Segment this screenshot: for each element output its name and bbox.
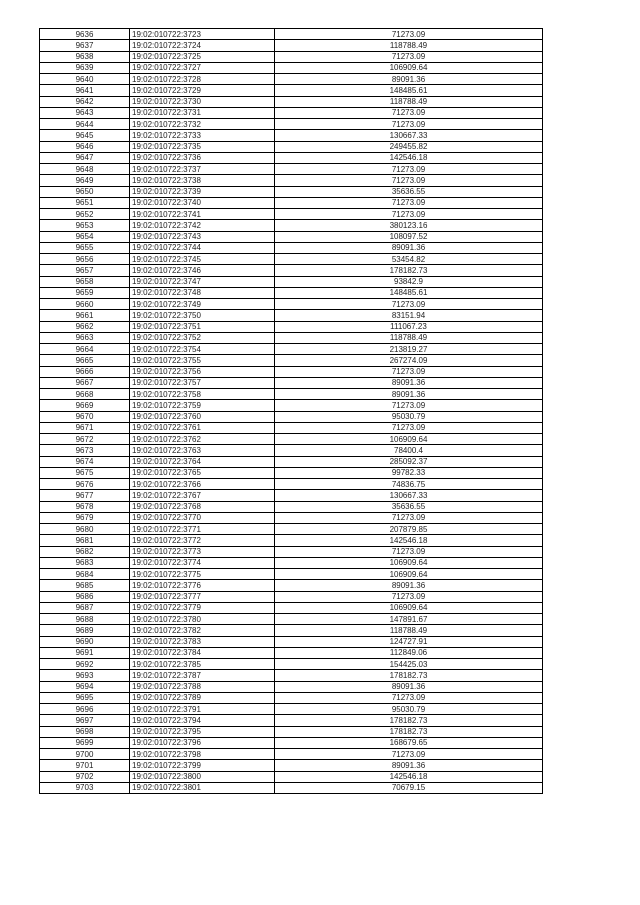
table-row — [40, 389, 543, 400]
cadastral-number-cell: 19:02:010722:3761 — [130, 422, 275, 433]
row-number-cell: 9685 — [40, 580, 130, 591]
table-row — [40, 51, 543, 62]
table-row — [40, 760, 543, 771]
amount-cell: 147891.67 — [275, 614, 543, 625]
cadastral-number-cell: 19:02:010722:3746 — [130, 265, 275, 276]
amount-cell: 71273.09 — [275, 400, 543, 411]
amount-cell: 99782.33 — [275, 467, 543, 478]
table-row — [40, 299, 543, 310]
data-table-container — [39, 28, 542, 794]
row-number-cell: 9640 — [40, 74, 130, 85]
table-row — [40, 377, 543, 388]
amount-cell: 78400.4 — [275, 445, 543, 456]
amount-cell: 71273.09 — [275, 119, 543, 130]
table-row — [40, 602, 543, 613]
cadastral-number-cell: 19:02:010722:3727 — [130, 62, 275, 73]
row-number-cell: 9678 — [40, 501, 130, 512]
row-number-cell: 9644 — [40, 119, 130, 130]
amount-cell: 213819.27 — [275, 344, 543, 355]
row-number-cell: 9689 — [40, 625, 130, 636]
cadastral-number-cell: 19:02:010722:3779 — [130, 602, 275, 613]
table-row — [40, 344, 543, 355]
amount-cell: 111067.23 — [275, 321, 543, 332]
table-row — [40, 681, 543, 692]
row-number-cell: 9641 — [40, 85, 130, 96]
cadastral-number-cell: 19:02:010722:3723 — [130, 29, 275, 40]
row-number-cell: 9692 — [40, 659, 130, 670]
cadastral-number-cell: 19:02:010722:3729 — [130, 85, 275, 96]
table-row — [40, 197, 543, 208]
row-number-cell: 9636 — [40, 29, 130, 40]
amount-cell: 89091.36 — [275, 681, 543, 692]
row-number-cell: 9642 — [40, 96, 130, 107]
table-row — [40, 490, 543, 501]
amount-cell: 53454.82 — [275, 254, 543, 265]
cadastral-number-cell: 19:02:010722:3782 — [130, 625, 275, 636]
row-number-cell: 9650 — [40, 186, 130, 197]
cadastral-number-cell: 19:02:010722:3731 — [130, 107, 275, 118]
cadastral-number-cell: 19:02:010722:3740 — [130, 197, 275, 208]
cadastral-number-cell: 19:02:010722:3725 — [130, 51, 275, 62]
cadastral-number-cell: 19:02:010722:3787 — [130, 670, 275, 681]
row-number-cell: 9677 — [40, 490, 130, 501]
amount-cell: 71273.09 — [275, 209, 543, 220]
table-row — [40, 265, 543, 276]
cadastral-number-cell: 19:02:010722:3751 — [130, 321, 275, 332]
table-row — [40, 186, 543, 197]
amount-cell: 178182.73 — [275, 265, 543, 276]
table-row — [40, 141, 543, 152]
row-number-cell: 9646 — [40, 141, 130, 152]
amount-cell: 154425.03 — [275, 659, 543, 670]
row-number-cell: 9660 — [40, 299, 130, 310]
row-number-cell: 9700 — [40, 749, 130, 760]
table-row — [40, 445, 543, 456]
table-row — [40, 479, 543, 490]
row-number-cell: 9695 — [40, 692, 130, 703]
row-number-cell: 9680 — [40, 524, 130, 535]
table-row — [40, 29, 543, 40]
cadastral-number-cell: 19:02:010722:3756 — [130, 366, 275, 377]
amount-cell: 106909.64 — [275, 602, 543, 613]
row-number-cell: 9672 — [40, 434, 130, 445]
table-row — [40, 546, 543, 557]
row-number-cell: 9649 — [40, 175, 130, 186]
row-number-cell: 9645 — [40, 130, 130, 141]
cadastral-number-cell: 19:02:010722:3791 — [130, 704, 275, 715]
table-row — [40, 310, 543, 321]
row-number-cell: 9664 — [40, 344, 130, 355]
cadastral-number-cell: 19:02:010722:3748 — [130, 287, 275, 298]
table-row — [40, 715, 543, 726]
cadastral-number-cell: 19:02:010722:3771 — [130, 524, 275, 535]
row-number-cell: 9647 — [40, 152, 130, 163]
table-row — [40, 726, 543, 737]
amount-cell: 142546.18 — [275, 771, 543, 782]
row-number-cell: 9657 — [40, 265, 130, 276]
cadastral-number-cell: 19:02:010722:3775 — [130, 569, 275, 580]
row-number-cell: 9648 — [40, 164, 130, 175]
cadastral-number-cell: 19:02:010722:3766 — [130, 479, 275, 490]
row-number-cell: 9665 — [40, 355, 130, 366]
amount-cell: 106909.64 — [275, 569, 543, 580]
table-row — [40, 737, 543, 748]
cadastral-number-cell: 19:02:010722:3768 — [130, 501, 275, 512]
amount-cell: 71273.09 — [275, 422, 543, 433]
table-row — [40, 130, 543, 141]
row-number-cell: 9663 — [40, 332, 130, 343]
amount-cell: 106909.64 — [275, 62, 543, 73]
row-number-cell: 9654 — [40, 231, 130, 242]
cadastral-number-cell: 19:02:010722:3777 — [130, 591, 275, 602]
table-row — [40, 96, 543, 107]
amount-cell: 249455.82 — [275, 141, 543, 152]
cadastral-number-cell: 19:02:010722:3738 — [130, 175, 275, 186]
table-row — [40, 355, 543, 366]
row-number-cell: 9653 — [40, 220, 130, 231]
cadastral-number-cell: 19:02:010722:3762 — [130, 434, 275, 445]
row-number-cell: 9701 — [40, 760, 130, 771]
amount-cell: 118788.49 — [275, 96, 543, 107]
table-row — [40, 220, 543, 231]
amount-cell: 118788.49 — [275, 40, 543, 51]
amount-cell: 380123.16 — [275, 220, 543, 231]
amount-cell: 285092.37 — [275, 456, 543, 467]
cadastral-number-cell: 19:02:010722:3760 — [130, 411, 275, 422]
row-number-cell: 9661 — [40, 310, 130, 321]
table-row — [40, 524, 543, 535]
table-row — [40, 692, 543, 703]
amount-cell: 71273.09 — [275, 175, 543, 186]
row-number-cell: 9682 — [40, 546, 130, 557]
cadastral-number-cell: 19:02:010722:3767 — [130, 490, 275, 501]
table-row — [40, 614, 543, 625]
row-number-cell: 9686 — [40, 591, 130, 602]
table-row — [40, 569, 543, 580]
table-row — [40, 749, 543, 760]
table-row — [40, 74, 543, 85]
cadastral-number-cell: 19:02:010722:3770 — [130, 512, 275, 523]
row-number-cell: 9659 — [40, 287, 130, 298]
row-number-cell: 9674 — [40, 456, 130, 467]
amount-cell: 89091.36 — [275, 242, 543, 253]
cadastral-number-cell: 19:02:010722:3736 — [130, 152, 275, 163]
amount-cell: 71273.09 — [275, 197, 543, 208]
table-row — [40, 85, 543, 96]
table-row — [40, 625, 543, 636]
cadastral-number-cell: 19:02:010722:3732 — [130, 119, 275, 130]
amount-cell: 71273.09 — [275, 299, 543, 310]
cadastral-number-cell: 19:02:010722:3789 — [130, 692, 275, 703]
cadastral-number-cell: 19:02:010722:3783 — [130, 636, 275, 647]
table-row — [40, 40, 543, 51]
cadastral-number-cell: 19:02:010722:3737 — [130, 164, 275, 175]
amount-cell: 112849.06 — [275, 647, 543, 658]
cadastral-number-cell: 19:02:010722:3800 — [130, 771, 275, 782]
cadastral-number-cell: 19:02:010722:3798 — [130, 749, 275, 760]
cadastral-number-cell: 19:02:010722:3799 — [130, 760, 275, 771]
row-number-cell: 9658 — [40, 276, 130, 287]
amount-cell: 124727.91 — [275, 636, 543, 647]
row-number-cell: 9670 — [40, 411, 130, 422]
table-row — [40, 119, 543, 130]
amount-cell: 83151.94 — [275, 310, 543, 321]
cadastral-number-cell: 19:02:010722:3758 — [130, 389, 275, 400]
table-row — [40, 422, 543, 433]
row-number-cell: 9637 — [40, 40, 130, 51]
amount-cell: 74836.75 — [275, 479, 543, 490]
row-number-cell: 9696 — [40, 704, 130, 715]
row-number-cell: 9675 — [40, 467, 130, 478]
row-number-cell: 9655 — [40, 242, 130, 253]
table-row — [40, 557, 543, 568]
row-number-cell: 9684 — [40, 569, 130, 580]
amount-cell: 142546.18 — [275, 535, 543, 546]
row-number-cell: 9697 — [40, 715, 130, 726]
row-number-cell: 9694 — [40, 681, 130, 692]
cadastral-number-cell: 19:02:010722:3796 — [130, 737, 275, 748]
row-number-cell: 9690 — [40, 636, 130, 647]
amount-cell: 95030.79 — [275, 411, 543, 422]
cadastral-number-cell: 19:02:010722:3757 — [130, 377, 275, 388]
amount-cell: 89091.36 — [275, 580, 543, 591]
table-row — [40, 580, 543, 591]
amount-cell: 168679.65 — [275, 737, 543, 748]
amount-cell: 71273.09 — [275, 366, 543, 377]
cadastral-number-cell: 19:02:010722:3747 — [130, 276, 275, 287]
table-row — [40, 164, 543, 175]
table-row — [40, 782, 543, 793]
cadastral-number-cell: 19:02:010722:3752 — [130, 332, 275, 343]
amount-cell: 35636.55 — [275, 186, 543, 197]
amount-cell: 130667.33 — [275, 130, 543, 141]
row-number-cell: 9638 — [40, 51, 130, 62]
table-row — [40, 366, 543, 377]
cadastral-number-cell: 19:02:010722:3735 — [130, 141, 275, 152]
cadastral-number-cell: 19:02:010722:3772 — [130, 535, 275, 546]
amount-cell: 89091.36 — [275, 760, 543, 771]
table-row — [40, 62, 543, 73]
cadastral-number-cell: 19:02:010722:3739 — [130, 186, 275, 197]
cadastral-number-cell: 19:02:010722:3733 — [130, 130, 275, 141]
amount-cell: 148485.61 — [275, 85, 543, 96]
cadastral-number-cell: 19:02:010722:3750 — [130, 310, 275, 321]
row-number-cell: 9667 — [40, 377, 130, 388]
table-row — [40, 647, 543, 658]
row-number-cell: 9673 — [40, 445, 130, 456]
table-row — [40, 242, 543, 253]
table-row — [40, 456, 543, 467]
cadastral-number-cell: 19:02:010722:3773 — [130, 546, 275, 557]
row-number-cell: 9698 — [40, 726, 130, 737]
row-number-cell: 9662 — [40, 321, 130, 332]
amount-cell: 207879.85 — [275, 524, 543, 535]
cadastral-number-cell: 19:02:010722:3745 — [130, 254, 275, 265]
table-row — [40, 704, 543, 715]
amount-cell: 178182.73 — [275, 670, 543, 681]
table-row — [40, 175, 543, 186]
table-row — [40, 321, 543, 332]
table-row — [40, 254, 543, 265]
row-number-cell: 9656 — [40, 254, 130, 265]
amount-cell: 70679.15 — [275, 782, 543, 793]
table-row — [40, 670, 543, 681]
table-body — [40, 29, 543, 794]
table-row — [40, 467, 543, 478]
row-number-cell: 9703 — [40, 782, 130, 793]
row-number-cell: 9693 — [40, 670, 130, 681]
table-row — [40, 591, 543, 602]
table-row — [40, 501, 543, 512]
table-row — [40, 107, 543, 118]
table-row — [40, 400, 543, 411]
row-number-cell: 9679 — [40, 512, 130, 523]
cadastral-number-cell: 19:02:010722:3743 — [130, 231, 275, 242]
table-row — [40, 209, 543, 220]
cadastral-number-cell: 19:02:010722:3744 — [130, 242, 275, 253]
amount-cell: 106909.64 — [275, 557, 543, 568]
amount-cell: 71273.09 — [275, 591, 543, 602]
row-number-cell: 9683 — [40, 557, 130, 568]
amount-cell: 35636.55 — [275, 501, 543, 512]
cadastral-number-cell: 19:02:010722:3776 — [130, 580, 275, 591]
cadastral-number-cell: 19:02:010722:3754 — [130, 344, 275, 355]
amount-cell: 89091.36 — [275, 74, 543, 85]
amount-cell: 178182.73 — [275, 715, 543, 726]
cadastral-number-cell: 19:02:010722:3742 — [130, 220, 275, 231]
cadastral-number-cell: 19:02:010722:3724 — [130, 40, 275, 51]
table-row — [40, 535, 543, 546]
cadastral-number-cell: 19:02:010722:3741 — [130, 209, 275, 220]
table-row — [40, 231, 543, 242]
amount-cell: 71273.09 — [275, 512, 543, 523]
row-number-cell: 9699 — [40, 737, 130, 748]
row-number-cell: 9669 — [40, 400, 130, 411]
row-number-cell: 9652 — [40, 209, 130, 220]
row-number-cell: 9668 — [40, 389, 130, 400]
cadastral-number-cell: 19:02:010722:3749 — [130, 299, 275, 310]
row-number-cell: 9687 — [40, 602, 130, 613]
table-row — [40, 411, 543, 422]
table-row — [40, 287, 543, 298]
cadastral-number-cell: 19:02:010722:3763 — [130, 445, 275, 456]
cadastral-number-cell: 19:02:010722:3801 — [130, 782, 275, 793]
row-number-cell: 9671 — [40, 422, 130, 433]
amount-cell: 106909.64 — [275, 434, 543, 445]
table-row — [40, 332, 543, 343]
row-number-cell: 9688 — [40, 614, 130, 625]
cadastral-number-cell: 19:02:010722:3780 — [130, 614, 275, 625]
amount-cell: 130667.33 — [275, 490, 543, 501]
table-row — [40, 636, 543, 647]
cadastral-number-cell: 19:02:010722:3788 — [130, 681, 275, 692]
amount-cell: 118788.49 — [275, 332, 543, 343]
cadastral-number-cell: 19:02:010722:3728 — [130, 74, 275, 85]
amount-cell: 71273.09 — [275, 164, 543, 175]
cadastral-number-cell: 19:02:010722:3784 — [130, 647, 275, 658]
table-row — [40, 434, 543, 445]
cadastral-number-cell: 19:02:010722:3759 — [130, 400, 275, 411]
amount-cell: 93842.9 — [275, 276, 543, 287]
data-table — [39, 28, 543, 794]
row-number-cell: 9639 — [40, 62, 130, 73]
amount-cell: 89091.36 — [275, 389, 543, 400]
cadastral-number-cell: 19:02:010722:3730 — [130, 96, 275, 107]
amount-cell: 267274.09 — [275, 355, 543, 366]
row-number-cell: 9651 — [40, 197, 130, 208]
amount-cell: 148485.61 — [275, 287, 543, 298]
table-row — [40, 276, 543, 287]
amount-cell: 71273.09 — [275, 107, 543, 118]
amount-cell: 118788.49 — [275, 625, 543, 636]
amount-cell: 142546.18 — [275, 152, 543, 163]
cadastral-number-cell: 19:02:010722:3785 — [130, 659, 275, 670]
amount-cell: 71273.09 — [275, 692, 543, 703]
table-row — [40, 771, 543, 782]
cadastral-number-cell: 19:02:010722:3765 — [130, 467, 275, 478]
row-number-cell: 9676 — [40, 479, 130, 490]
amount-cell: 95030.79 — [275, 704, 543, 715]
row-number-cell: 9691 — [40, 647, 130, 658]
row-number-cell: 9702 — [40, 771, 130, 782]
table-row — [40, 512, 543, 523]
cadastral-number-cell: 19:02:010722:3774 — [130, 557, 275, 568]
table-row — [40, 659, 543, 670]
row-number-cell: 9643 — [40, 107, 130, 118]
amount-cell: 89091.36 — [275, 377, 543, 388]
amount-cell: 71273.09 — [275, 749, 543, 760]
row-number-cell: 9681 — [40, 535, 130, 546]
amount-cell: 108097.52 — [275, 231, 543, 242]
cadastral-number-cell: 19:02:010722:3794 — [130, 715, 275, 726]
amount-cell: 71273.09 — [275, 546, 543, 557]
amount-cell: 71273.09 — [275, 29, 543, 40]
amount-cell: 71273.09 — [275, 51, 543, 62]
row-number-cell: 9666 — [40, 366, 130, 377]
cadastral-number-cell: 19:02:010722:3764 — [130, 456, 275, 467]
cadastral-number-cell: 19:02:010722:3795 — [130, 726, 275, 737]
table-row — [40, 152, 543, 163]
amount-cell: 178182.73 — [275, 726, 543, 737]
cadastral-number-cell: 19:02:010722:3755 — [130, 355, 275, 366]
